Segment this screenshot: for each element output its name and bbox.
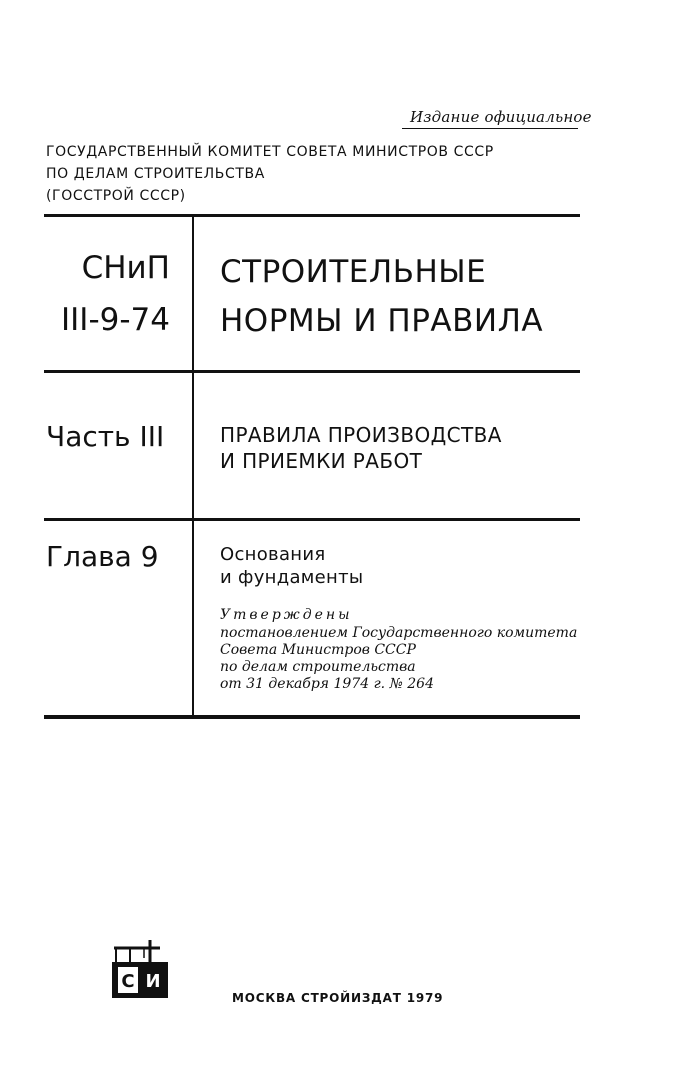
snip-code-line-2: III-9-74 <box>61 302 170 338</box>
approval-line-1: постановлением Государственного комитета <box>220 625 578 641</box>
organization-line-1: ГОСУДАРСТВЕННЫЙ КОМИТЕТ СОВЕТА МИНИСТРОВ СССР <box>46 144 494 160</box>
vertical-divider <box>192 216 194 716</box>
edition-label: Издание официальное <box>410 108 592 126</box>
organization-line-3: (ГОССТРОЙ СССР) <box>46 188 186 204</box>
document-title-line-2: НОРМЫ И ПРАВИЛА <box>220 303 544 339</box>
part-title-line-1: ПРАВИЛА ПРОИЗВОДСТВА <box>220 423 502 447</box>
publisher-imprint: МОСКВА СТРОЙИЗДАТ 1979 <box>232 991 444 1005</box>
approval-heading: Утверждены <box>220 607 353 623</box>
approval-line-4: от 31 декабря 1974 г. № 264 <box>220 676 434 692</box>
snip-code-line-1: СНиП <box>81 250 170 286</box>
chapter-label: Глава 9 <box>46 540 159 573</box>
publisher-logo <box>110 940 170 1000</box>
approval-line-2: Совета Министров СССР <box>220 642 416 658</box>
crane-logo-icon <box>110 940 170 1000</box>
part-title-line-2: И ПРИЕМКИ РАБОТ <box>220 449 423 473</box>
divider-bottom <box>44 715 580 719</box>
organization-line-2: ПО ДЕЛАМ СТРОИТЕЛЬСТВА <box>46 166 265 182</box>
document-title-line-1: СТРОИТЕЛЬНЫЕ <box>220 254 487 290</box>
divider-3 <box>44 518 580 521</box>
divider-2 <box>44 370 580 373</box>
chapter-title-line-2: и фундаменты <box>220 567 364 588</box>
divider-top <box>44 214 580 217</box>
part-label: Часть III <box>46 420 165 453</box>
edition-underline <box>402 128 578 129</box>
logo-letter-i: И <box>145 971 161 992</box>
logo-letter-s: С <box>121 971 135 992</box>
approval-line-3: по делам строительства <box>220 659 416 675</box>
chapter-title-line-1: Основания <box>220 544 326 565</box>
